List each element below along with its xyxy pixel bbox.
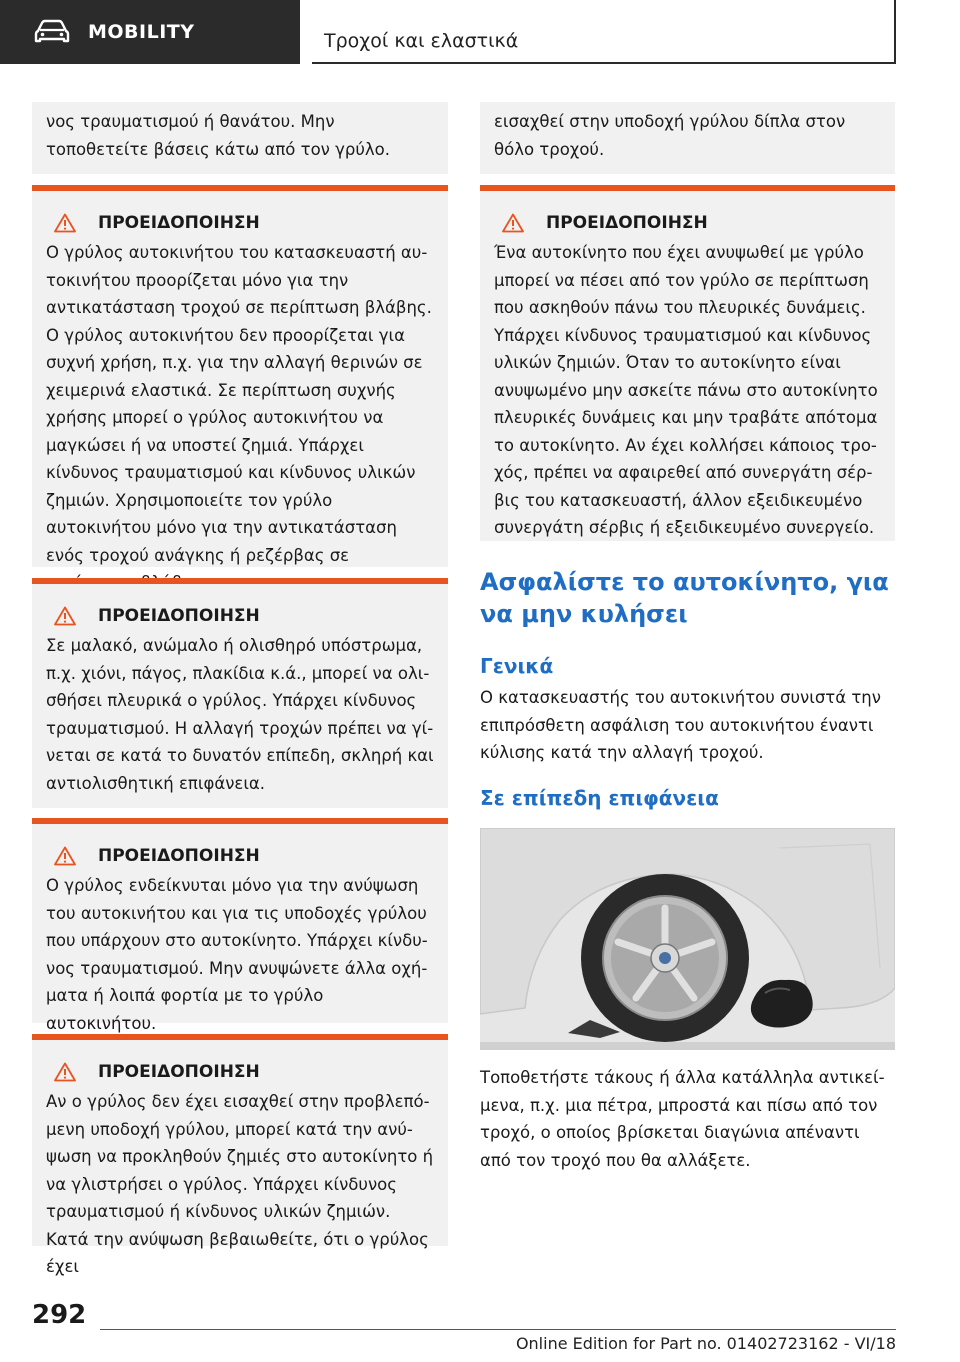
warning-title-text: ΠΡΟΕΙΔΟΠΟΙΗΣΗ — [98, 846, 260, 866]
warning-box-4 — [32, 1034, 448, 1276]
general-text: Ο κατασκευαστής του αυτοκινήτου συνιστά την επιπρόσθετη ασφάλιση του αυτοκινήτου έναντι κύλισης κατά την αλλαγή τροχού. — [480, 688, 881, 762]
section-label: MOBILITY — [88, 21, 195, 43]
continued-text: εισαχθεί στην υποδοχή γρύλου δίπλα στον θόλο τροχού. — [494, 112, 846, 159]
warning-text: Αν ο γρύλος δεν έχει εισαχθεί στην προβλεπόμενη υποδοχή γρύλου, μπορεί κατά την ανύψωση να προκληθούν ζημιές στο αυτοκίνητο ή να γλιστρήσει ο γρύλος. Υπάρχει κίνδυνος τραυματισμού ή κίνδυνος υλικών ζημιών. Κατά την ανύψωση βεβαιωθείτε, ότι ο γρύλος έχει — [46, 1092, 434, 1276]
warning-triangle-icon — [54, 846, 76, 866]
wheel-chock-illustration — [480, 828, 895, 1050]
page-number: 292 — [32, 1300, 87, 1330]
warning-triangle-icon — [54, 606, 76, 626]
figure-caption: Τοποθετήστε τάκους ή άλλα κατάλληλα αντικείμενα, π.χ. μια πέτρα, μπροστά και πίσω από τον τροχό, ο οποίος βρίσκεται διαγώνια απέναντι από τον τροχό που θα αλλάξετε. — [480, 1068, 885, 1170]
warning-text: Ο γρύλος ενδείκνυται μόνο για την ανύψωση του αυτοκινήτου και για τις υποδοχές γρύλου που υπάρχουν στο αυτοκίνητο. Υπάρχει κίνδυνος τραυματισμού. Μην ανυψώνετε άλλα οχήματα ή λοιπά φορτία με το γρύλο αυτοκινήτου. — [46, 876, 428, 1033]
car-icon — [34, 19, 70, 45]
continued-text-box — [32, 102, 448, 174]
continued-text-box — [480, 102, 895, 174]
warning-text: Ο γρύλος αυτοκινήτου του κατασκευαστή αυτοκινήτου προορίζεται μόνο για την αντικατάσταση τροχού σε περίπτωση βλάβης. Ο γρύλος αυτοκινήτου δεν προορίζεται για συχνή χρήση, π.χ. για την αλλαγή θερινών σε χειμερινά ελαστικά. Σε περίπτωση συχνής χρήσης μπορεί ο γρύλος αυτοκινήτου να μαγκώσει ή να υποστεί ζημιά. Υπάρχει κίνδυνος τραυματισμού και κίνδυνος υλικών ζημιών. Χρησιμοποιείτε τον γρύλο αυτοκινήτου μόνο για την αντικατάσταση ενός τροχού ανάγκης ή ρεζέρβας σε — [46, 243, 432, 565]
warning-text: Ένα αυτοκίνητο που έχει ανυψωθεί με γρύλο μπορεί να πέσει από τον γρύλο σε περίπτωση που ασκηθούν πάνω του πλευρικές δυνάμεις. Υπάρχει κίνδυνος τραυματισμού και κίνδυνος υλικών ζημιών. Όταν το αυτοκίνητο είναι ανυψωμένο μην ασκείτε πάνω στο αυτοκίνητο πλευρικές δυνάμεις και μην τραβάτε απότομα το αυτοκίνητο. Αν έχει κολλήσει κάποιος τροχός, πρέπει να αφαιρεθεί από συνεργάτη σέρβις του κατασκευαστή, άλλον εξειδικευμένο συνεργάτη σέρβις ή εξειδικευμένο συνεργείο. — [494, 243, 878, 537]
section-tab — [0, 0, 300, 64]
wheel-illustration — [480, 828, 895, 1050]
warning-title — [46, 213, 434, 233]
warning-title — [46, 846, 434, 866]
warning-triangle-icon — [54, 1062, 76, 1082]
page-header — [0, 0, 960, 64]
warning-box-3 — [32, 818, 448, 1033]
warning-title — [494, 213, 881, 233]
warning-triangle-icon — [54, 213, 76, 233]
warning-box-5 — [480, 185, 895, 541]
subheading-flat-surface: Σε επίπεδη επιφάνεια — [480, 786, 719, 810]
section-heading: Ασφαλίστε το αυτοκίνητο, για να μην κυλήσει — [480, 568, 889, 628]
continued-text: νος τραυματισμού ή θανάτου. Μην τοποθετείτε βάσεις κάτω από τον γρύλο. — [46, 112, 391, 159]
warning-triangle-icon — [502, 213, 524, 233]
footer-rule — [100, 1329, 896, 1330]
chapter-title: Τροχοί και ελαστικά — [312, 0, 896, 64]
warning-title-text: ΠΡΟΕΙΔΟΠΟΙΗΣΗ — [98, 1062, 260, 1082]
warning-title-text: ΠΡΟΕΙΔΟΠΟΙΗΣΗ — [546, 213, 708, 233]
warning-box-2 — [32, 578, 448, 808]
warning-box-1 — [32, 185, 448, 567]
warning-title-text: ΠΡΟΕΙΔΟΠΟΙΗΣΗ — [98, 606, 260, 626]
warning-title — [46, 606, 434, 626]
warning-title — [46, 1062, 434, 1082]
footer-edition: Online Edition for Part no. 01402723162 - VI/18 — [515, 1334, 896, 1353]
subheading-general: Γενικά — [480, 654, 554, 678]
warning-text: Σε μαλακό, ανώμαλο ή ολισθηρό υπόστρωμα, π.χ. χιόνι, πάγος, πλακίδια κ.ά., μπορεί να ολισθήσει πλευρικά ο γρύλος. Υπάρχει κίνδυνος τραυματισμού. Η αλλαγή τροχών πρέπει να γίνεται σε κατά το δυνατόν επίπεδη, σκληρή και αντιολισθητική επιφάνεια. — [46, 636, 434, 793]
warning-title-text: ΠΡΟΕΙΔΟΠΟΙΗΣΗ — [98, 213, 260, 233]
